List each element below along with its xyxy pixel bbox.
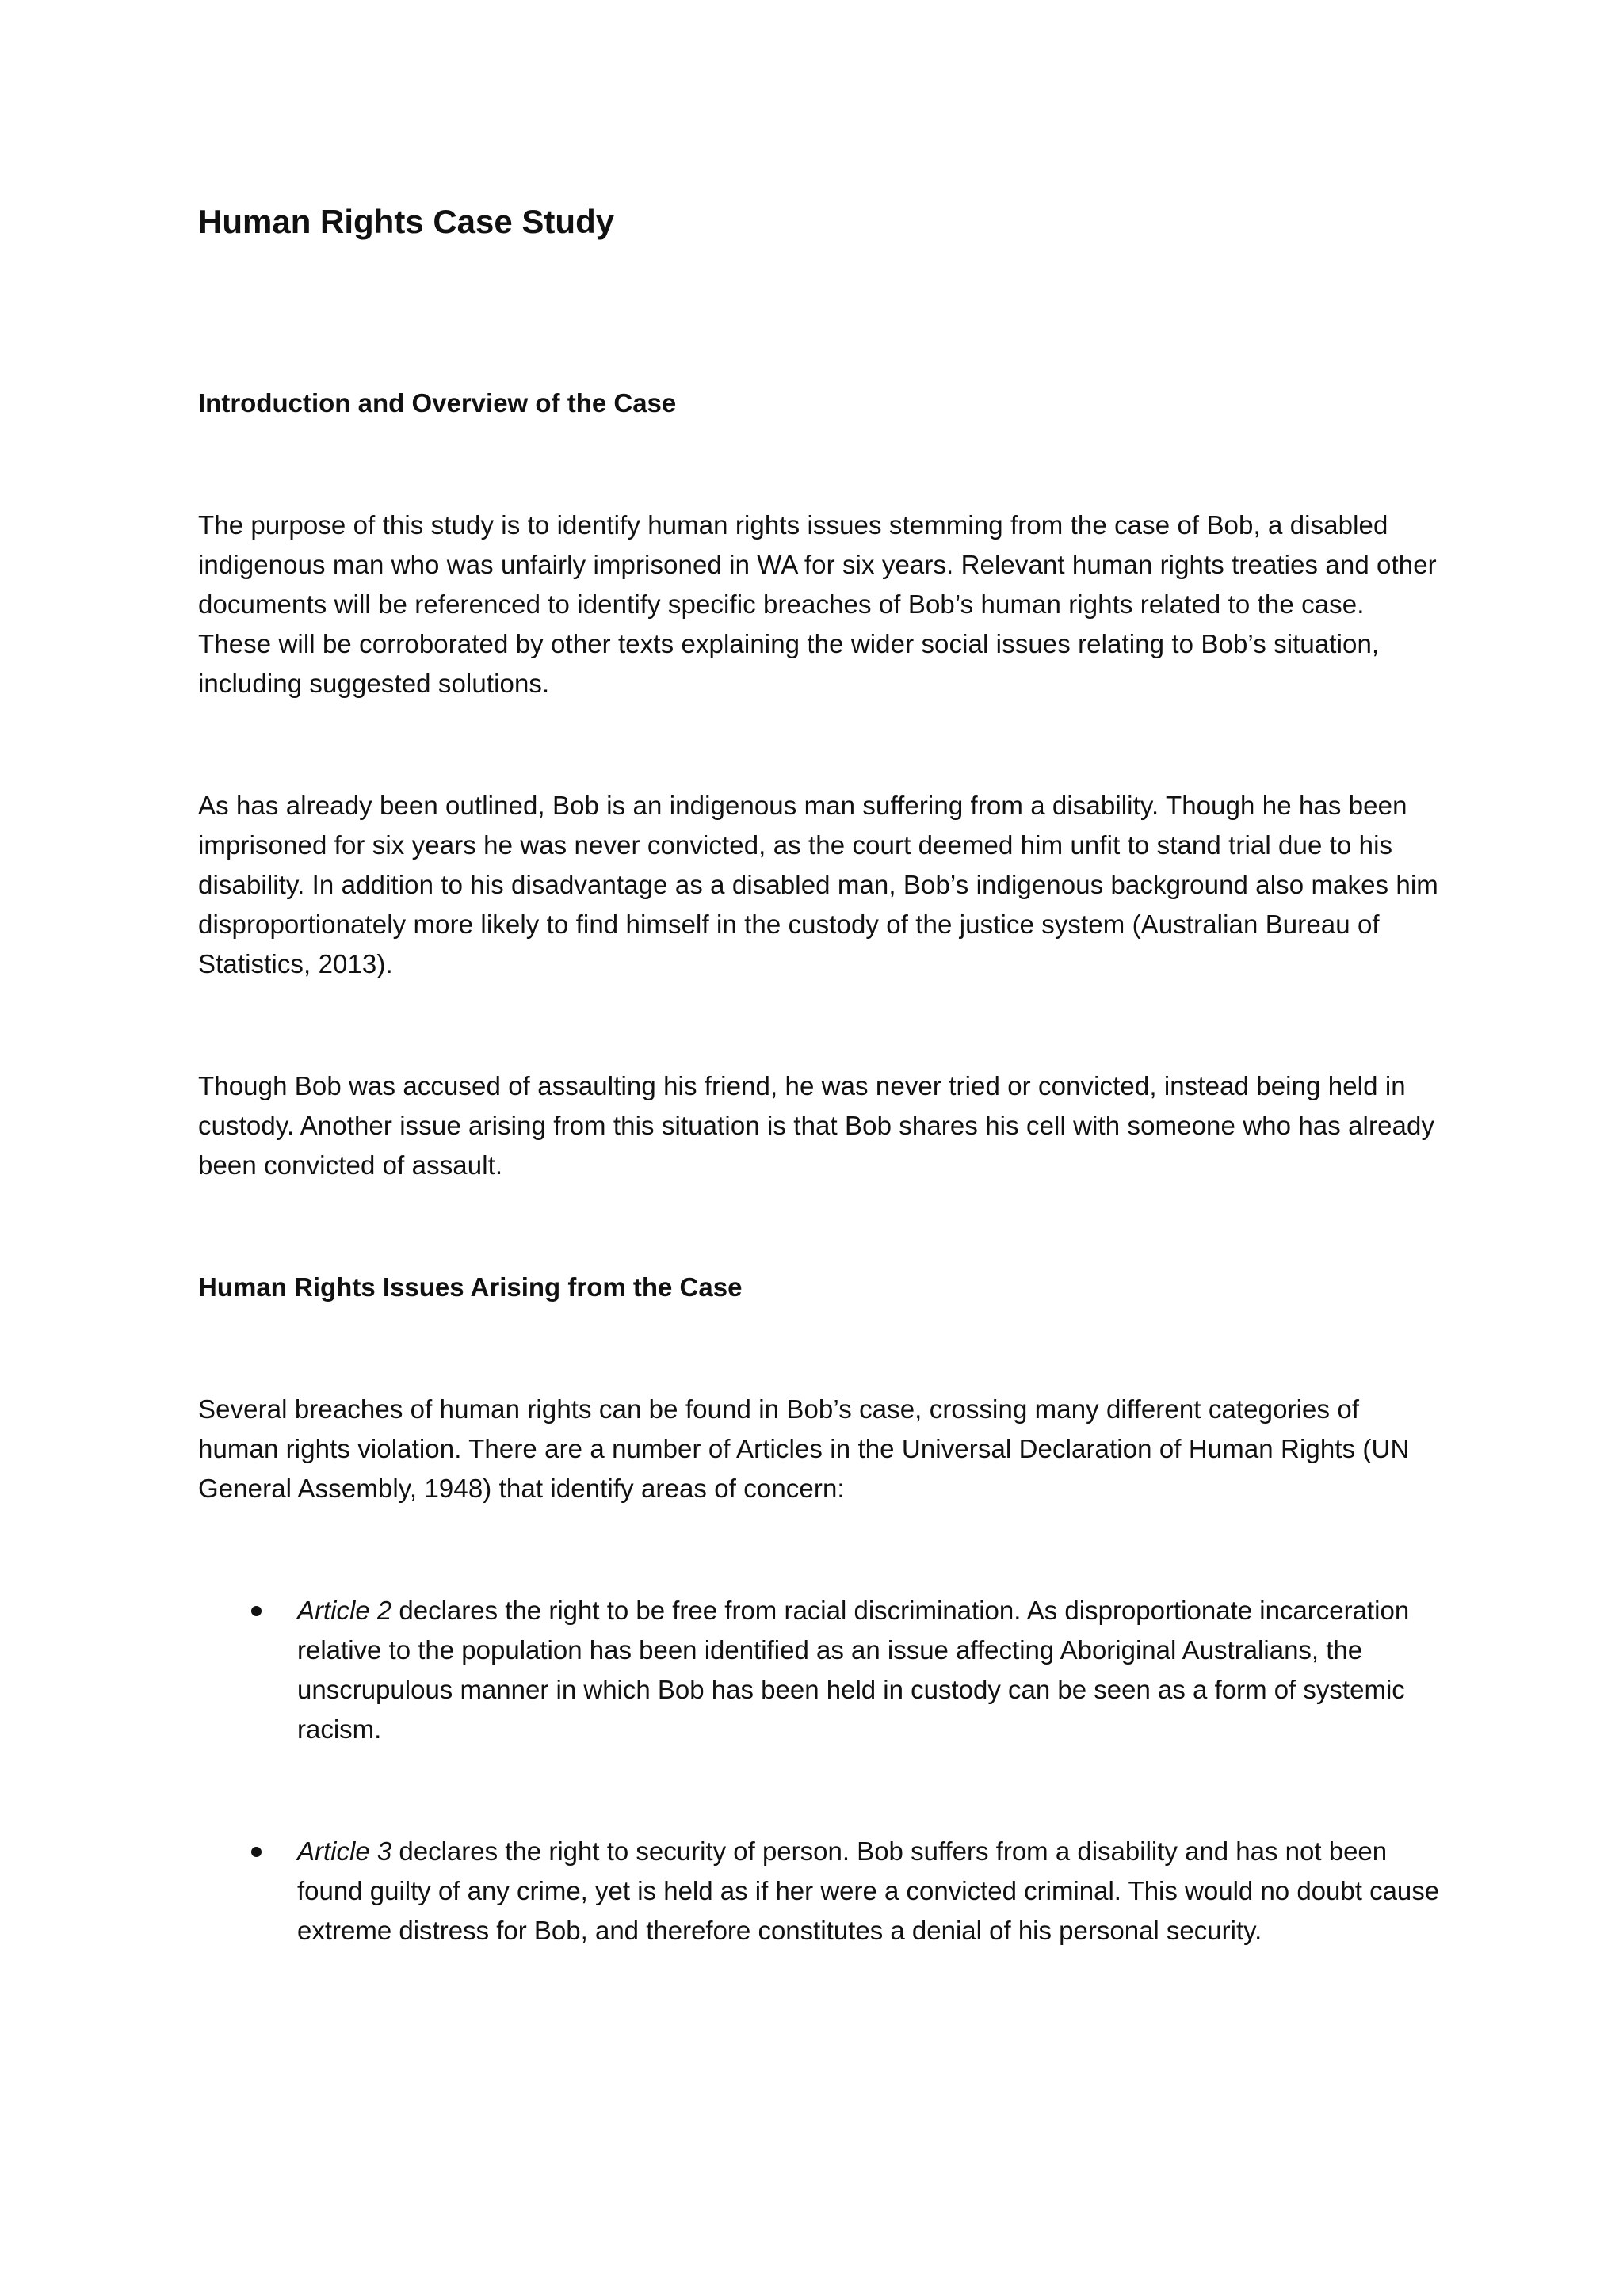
list-item <box>198 1591 1442 1749</box>
document-body <box>198 196 1442 1951</box>
bullet-icon <box>251 1847 262 1857</box>
article-reference: Article 3 <box>297 1836 392 1866</box>
article-reference: Article 2 <box>297 1596 392 1625</box>
paragraph-custody: Though Bob was accused of assaulting his friend, he was never tried or convicted, instead being held in custody. Another issue arising from this situation is that Bob shares his cell with someone who has already been convicted of assault. <box>198 1071 1435 1180</box>
section-heading-introduction: Introduction and Overview of the Case <box>198 388 677 418</box>
article-description: declares the right to be free from racial discrimination. As disproportionate incarceration relative to the population has been identified as an issue affecting Aboriginal Australians, the unscrupulous manner in which Bob has been held in custody can be seen as a form of systemic racism. <box>297 1596 1410 1744</box>
title-block <box>198 196 1442 247</box>
paragraph-background: As has already been outlined, Bob is an indigenous man suffering from a disability. Though he has been imprisoned for six years he was never convicted, as the court deemed him unfit to stand trial due to his disability. In addition to his disadvantage as a disabled man, Bob’s indigenous background also makes him disproportionately more likely to find himself in the custody of the justice system (Australian Bureau of Statistics, 2013). <box>198 791 1438 978</box>
paragraph-breaches: Several breaches of human rights can be found in Bob’s case, crossing many different categories of human rights violation. There are a number of Articles in the Universal Declaration of Human Rights (UN General Assembly, 1948) that identify areas of concern: <box>198 1394 1410 1503</box>
paragraph-purpose: The purpose of this study is to identify human rights issues stemming from the case of Bob, a disabled indigenous man who was unfairly imprisoned in WA for six years. Relevant human rights treaties and other documents will be referenced to identify specific breaches of Bob’s human rights related to the case. These will be corroborated by other texts explaining the wider social issues relating to Bob’s situation, including suggested solutions. <box>198 510 1437 698</box>
list-item <box>198 1832 1442 1951</box>
article-bullet-list <box>198 1591 1442 1951</box>
bullet-icon <box>251 1606 262 1616</box>
document-title: Human Rights Case Study <box>198 203 615 240</box>
section-heading-issues: Human Rights Issues Arising from the Case <box>198 1272 743 1302</box>
article-description: declares the right to security of person. Bob suffers from a disability and has not been found guilty of any crime, yet is held as if her were a convicted criminal. This would no doubt cause extreme distress for Bob, and therefore constitutes a denial of his personal security. <box>297 1836 1440 1945</box>
